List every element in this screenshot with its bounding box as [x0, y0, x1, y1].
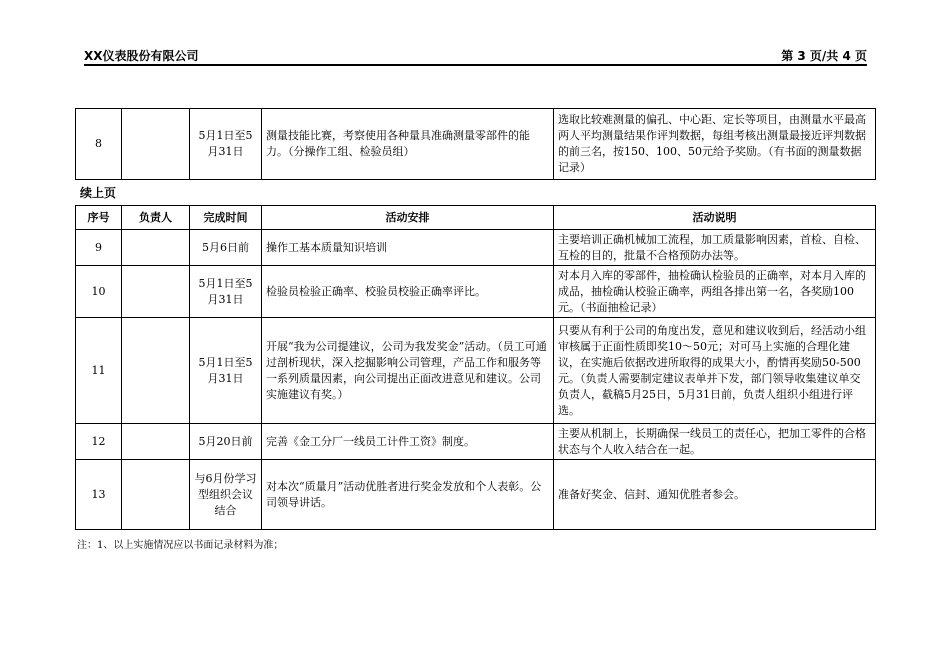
col-header-person: 负责人: [122, 206, 190, 230]
row-time: 5月1日至5月31日: [190, 318, 262, 424]
col-header-arrangement: 活动安排: [262, 206, 554, 230]
row-no: 13: [76, 460, 122, 530]
table-row: [76, 109, 876, 180]
row-no: 12: [76, 424, 122, 460]
table-row: [76, 424, 876, 460]
row-arrangement: 完善《金工分厂一线员工计件工资》制度。: [262, 424, 554, 460]
row-time: 5月6日前: [190, 230, 262, 266]
row-person: [122, 424, 190, 460]
activity-table: [75, 205, 876, 530]
table-row: [76, 460, 876, 530]
table-row: [76, 230, 876, 266]
row-person: [122, 460, 190, 530]
table-header-row: [76, 206, 876, 230]
footnote: 注：1、以上实施情况应以书面记录材料为准；: [77, 540, 284, 551]
row-no: 10: [76, 266, 122, 318]
page-header: [84, 44, 867, 66]
row-description: 主要从机制上，长期确保一线员工的责任心，把加工零件的合格状态与个人收入结合在一起。: [554, 424, 876, 460]
row-description: 选取比较难测量的偏孔、中心距、定长等项目，由测量水平最高两人平均测量结果作评判数据，每组考核出测量最接近评判数据的前三名，按150、100、50元给予奖励。（有书面的测量数据记录）: [554, 109, 876, 180]
row-arrangement: 检验员检验正确率、校验员校验正确率评比。: [262, 266, 554, 318]
row-person: [122, 318, 190, 424]
row-no: 11: [76, 318, 122, 424]
row-person: [122, 109, 190, 180]
row-person: [122, 230, 190, 266]
row-time: 5月1日至5月31日: [190, 109, 262, 180]
row-arrangement: 对本次“质量月”活动优胜者进行奖金发放和个人表彰。公司领导讲话。: [262, 460, 554, 530]
row-no: 9: [76, 230, 122, 266]
row-arrangement: 测量技能比赛，考察使用各种量具准确测量零部件的能力。（分操作工组、检验员组）: [262, 109, 554, 180]
col-header-no: 序号: [76, 206, 122, 230]
row-time: 5月1日至5月31日: [190, 266, 262, 318]
activity-table-top: [75, 108, 876, 180]
row-time: 与6月份学习型组织会议结合: [190, 460, 262, 530]
table-row: [76, 266, 876, 318]
row-description: 准备好奖金、信封、通知优胜者参会。: [554, 460, 876, 530]
row-arrangement: 操作工基本质量知识培训: [262, 230, 554, 266]
col-header-time: 完成时间: [190, 206, 262, 230]
company-name: XX仪表股份有限公司: [84, 49, 199, 63]
row-description: 对本月入库的零部件，抽检确认检验员的正确率，对本月入库的成品，抽检确认校验正确率，两组各排出第一名，各奖励100元。（书面抽检记录）: [554, 266, 876, 318]
row-description: 主要培训正确机械加工流程，加工质量影响因素，首检、自检、互检的目的，批量不合格预防办法等。: [554, 230, 876, 266]
row-time: 5月20日前: [190, 424, 262, 460]
page-number: 第 3 页/共 4 页: [781, 49, 867, 63]
row-no: 8: [76, 109, 122, 180]
row-person: [122, 266, 190, 318]
col-header-description: 活动说明: [554, 206, 876, 230]
table-row: [76, 318, 876, 424]
row-arrangement: 开展“我为公司提建议，公司为我发奖金”活动。（员工可通过剖析现状，深入挖掘影响公司管理，产品工作和服务等一系列质量因素，向公司提出正面改进意见和建议。公司实施建议有奖。）: [262, 318, 554, 424]
row-description: 只要从有利于公司的角度出发，意见和建议收到后，经活动小组审核属于正面性质即奖10～50元；对可马上实施的合理化建议，在实施后依据改进所取得的成果大小，酌情再奖励50-500元。（负责人需要制定建议表单并下发，部门领导收集建议单交负责人，截稿5月25日，5月31日前，负责人组织小组进行评选。: [554, 318, 876, 424]
continued-label: 续上页: [80, 186, 117, 200]
